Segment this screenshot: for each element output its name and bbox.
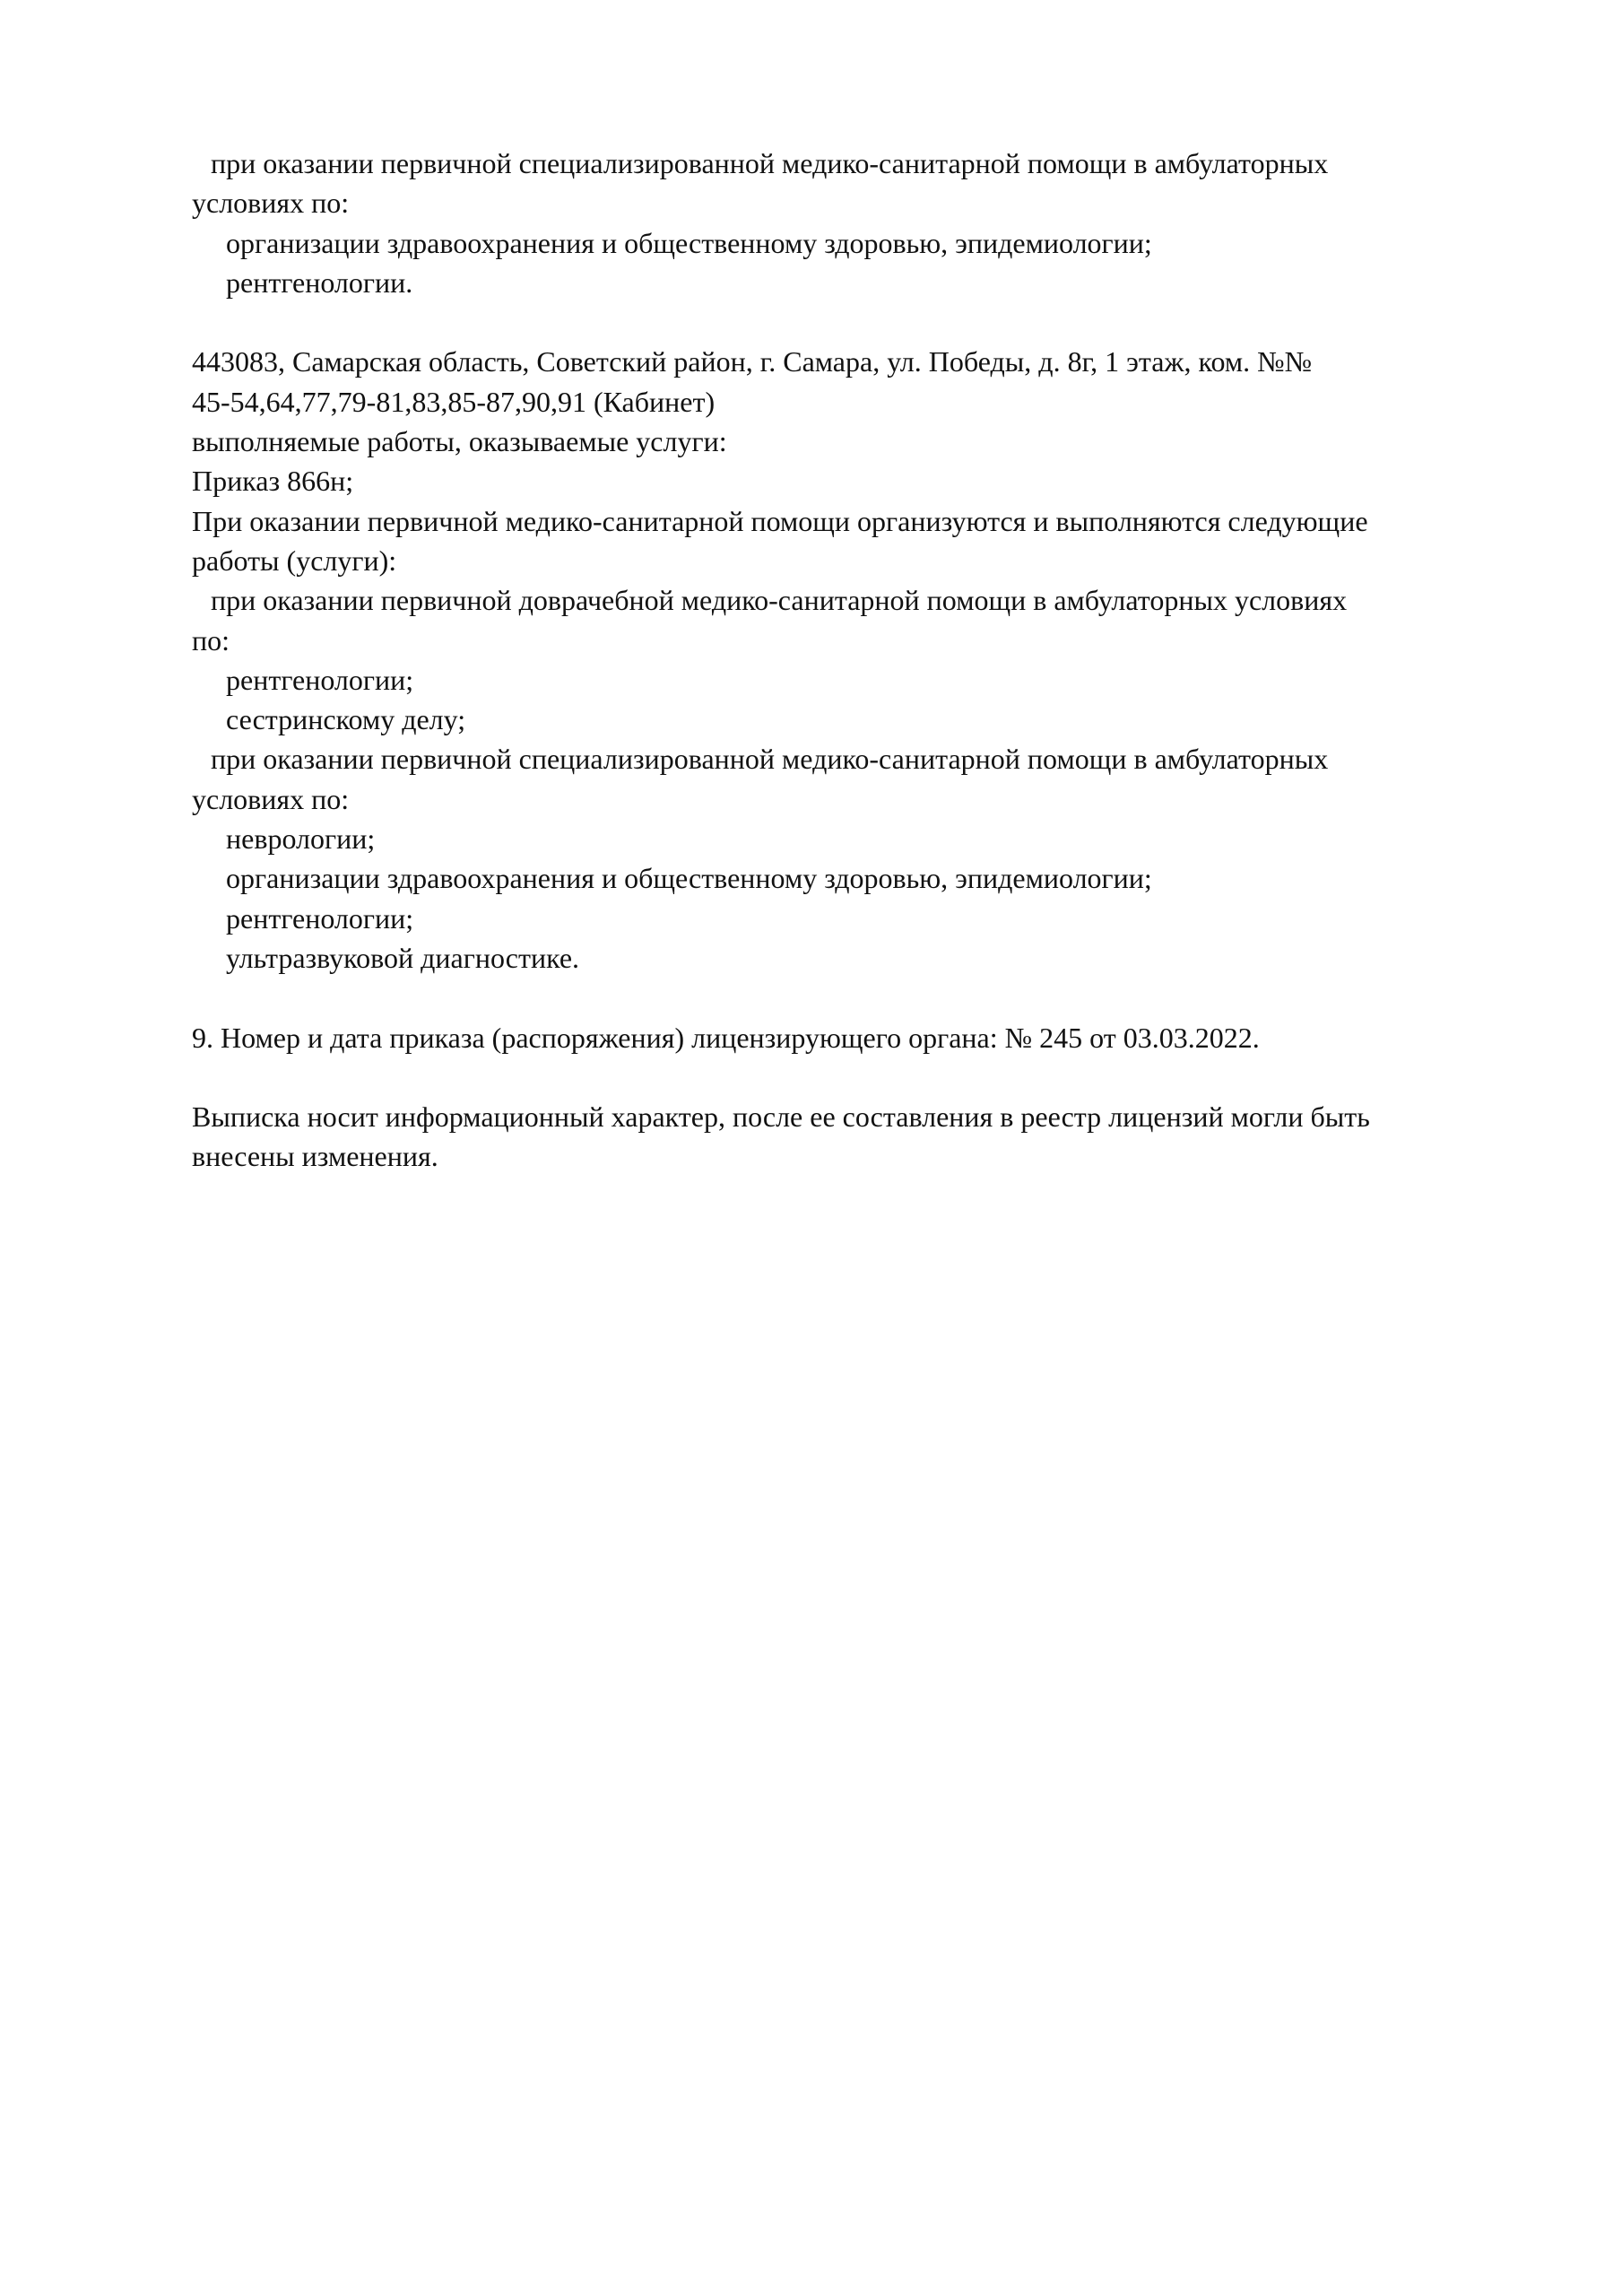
disclaimer: внесены изменения. [192,1140,438,1173]
list-item: неврологии; [226,822,376,856]
text-line: условиях по: [192,187,350,220]
address-line: 443083, Самарская область, Советский район, г. Самара, ул. Победы, д. 8г, 1 этаж, ком. №№ [192,345,1313,378]
list-item: рентгенологии. [226,265,413,299]
text-line: при оказании первичной доврачебной медико-санитарной помощи в амбулаторных условиях [211,584,1348,617]
text-line: Приказ 866н; [192,465,354,498]
list-item: сестринскому делу; [226,703,466,736]
text-line: выполняемые работы, оказываемые услуги: [192,425,727,458]
list-item: организации здравоохранения и общественному здоровью, эпидемиологии; [226,226,1152,259]
text-line: при оказании первичной специализированной медико-санитарной помощи в амбулаторных [211,743,1329,776]
list-item: организации здравоохранения и общественному здоровью, эпидемиологии; [226,862,1152,895]
list-item: рентгенологии; [226,901,414,935]
document-page [192,144,1555,1177]
text-line: условиях по: [192,782,350,815]
address-line: 45-54,64,77,79-81,83,85-87,90,91 (Кабинет) [192,385,716,418]
text-line: работы (услуги): [192,544,397,577]
order-info: 9. Номер и дата приказа (распоряжения) лицензирующего органа: № 245 от 03.03.2022. [192,1021,1260,1054]
text-line: При оказании первичной медико-санитарной помощи организуются и выполняются следующие [192,504,1368,537]
text-line: при оказании первичной специализированной медико-санитарной помощи в амбулаторных [211,147,1329,179]
text-line: по: [192,623,230,657]
list-item: рентгенологии; [226,663,414,696]
list-item: ультразвуковой диагностике. [226,941,580,974]
disclaimer: Выписка носит информационный характер, после ее составления в реестр лицензий могли быть [192,1100,1370,1134]
